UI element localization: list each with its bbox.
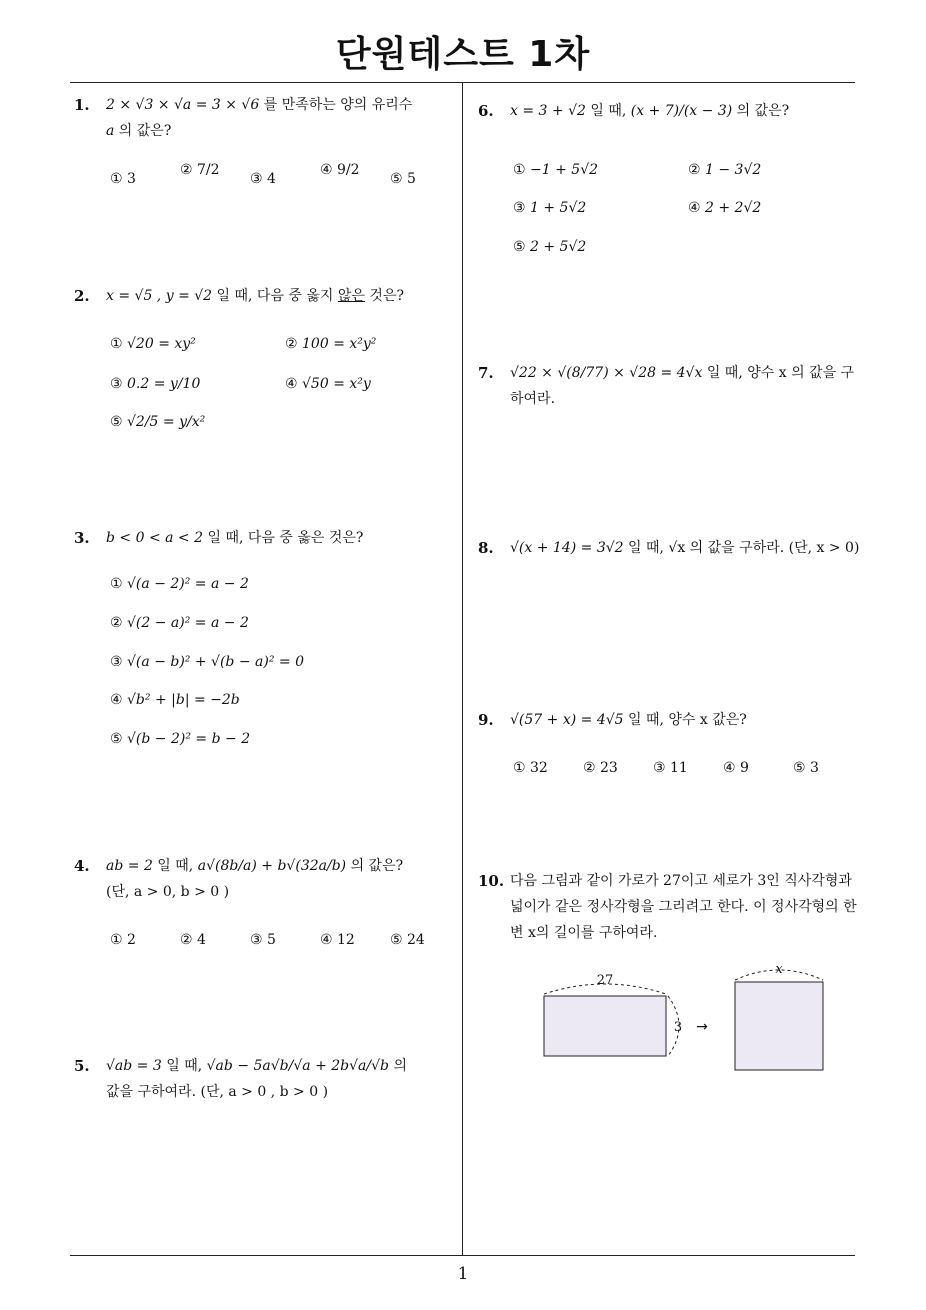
question-9: 9. √(57 + x) = 4√5 일 때, 양수 x 값은? (478, 711, 747, 729)
option-3[interactable]: ③ √(a − b)² + √(b − a)² = 0 (110, 654, 304, 670)
option-2[interactable]: ② √(2 − a)² = a − 2 (110, 615, 249, 631)
option-4[interactable]: ④ √50 = x²y (285, 376, 371, 392)
option-5[interactable]: ⑤ 5 (390, 171, 416, 187)
option-5[interactable]: ⑤ √2/5 = y/x² (110, 414, 206, 430)
emphasis-underline: 않은 (337, 288, 365, 304)
option-4[interactable]: ④ 12 (320, 932, 355, 948)
question-8: 8. √(x + 14) = 3√2 일 때, √x 의 값을 구하라. (단, x > 0) (478, 539, 860, 557)
bottom-rule (70, 1255, 855, 1256)
option-5[interactable]: ⑤ 24 (390, 932, 425, 948)
square-shape (735, 982, 823, 1070)
option-1[interactable]: ① 2 (110, 932, 136, 948)
option-1[interactable]: ① √(a − 2)² = a − 2 (110, 576, 249, 592)
option-5[interactable]: ⑤ 2 + 5√2 (513, 239, 587, 255)
option-2[interactable]: ② 1 − 3√2 (688, 162, 762, 178)
width-label: 27 (596, 973, 614, 988)
option-5[interactable]: ⑤ 3 (793, 760, 819, 776)
option-4[interactable]: ④ √b² + |b| = −2b (110, 692, 240, 708)
question-3: 3. b < 0 < a < 2 일 때, 다음 중 옳은 것은? (74, 529, 364, 547)
question-4: 4. ab = 2 일 때, a√(8b/a) + b√(32a/b) 의 값은? (단, a > 0, b > 0 ) (74, 857, 404, 900)
page-title: 단원테스트 1차 (335, 34, 591, 75)
option-4[interactable]: ④ 9 (723, 760, 749, 776)
height-label: 3 (673, 1020, 683, 1035)
rectangle-shape (544, 996, 666, 1056)
question-10: 10. 다음 그림과 같이 가로가 27이고 세로가 3인 직사각형과 넓이가 같은 정사각형을 그리려고 한다. 이 정사각형의 한 변 x의 길이를 구하여라. (478, 872, 857, 941)
column-divider (462, 83, 463, 1255)
arrow-icon: → (696, 1019, 708, 1035)
equation: 2 × √3 × √a = 3 × √6 (106, 97, 260, 113)
option-4[interactable]: ④ 2 + 2√2 (688, 200, 762, 216)
question-5: 5. √ab = 3 일 때, √ab − 5a√b/√a + 2b√a/√b 의 값을 구하여라. (단, a > 0 , b > 0 ) (74, 1057, 407, 1100)
option-2[interactable]: ② 4 (180, 932, 206, 948)
option-3[interactable]: ③ 11 (653, 760, 688, 776)
rectangle-square-figure (530, 962, 840, 1077)
option-2[interactable]: ② 7/2 (180, 162, 220, 178)
question-7: 7. √22 × √(8/77) × √28 = 4√x 일 때, 양수 x 의 값을 구하여라. (478, 364, 855, 407)
page-number: 1 (457, 1264, 469, 1284)
option-2[interactable]: ② 100 = x²y² (285, 336, 377, 352)
option-1[interactable]: ① 3 (110, 171, 136, 187)
option-3[interactable]: ③ 5 (250, 932, 276, 948)
option-1[interactable]: ① √20 = xy² (110, 336, 196, 352)
option-3[interactable]: ③ 0.2 = y/10 (110, 376, 201, 392)
question-6: 6. x = 3 + √2 일 때, (x + 7)/(x − 3) 의 값은? (478, 102, 790, 120)
option-1[interactable]: ① 32 (513, 760, 548, 776)
option-5[interactable]: ⑤ √(b − 2)² = b − 2 (110, 731, 251, 747)
option-1[interactable]: ① −1 + 5√2 (513, 162, 599, 178)
option-3[interactable]: ③ 1 + 5√2 (513, 200, 587, 216)
option-2[interactable]: ② 23 (583, 760, 618, 776)
option-3[interactable]: ③ 4 (250, 171, 276, 187)
option-4[interactable]: ④ 9/2 (320, 162, 360, 178)
question-1: 1. 2 × √3 × √a = 3 × √6 를 만족하는 양의 유리수 a 의 값은? (74, 92, 424, 144)
side-label: x (775, 962, 783, 977)
question-number: 1. (74, 96, 90, 114)
question-2: 2. x = √5 , y = √2 일 때, 다음 중 옳지 않은 것은? (74, 287, 404, 305)
